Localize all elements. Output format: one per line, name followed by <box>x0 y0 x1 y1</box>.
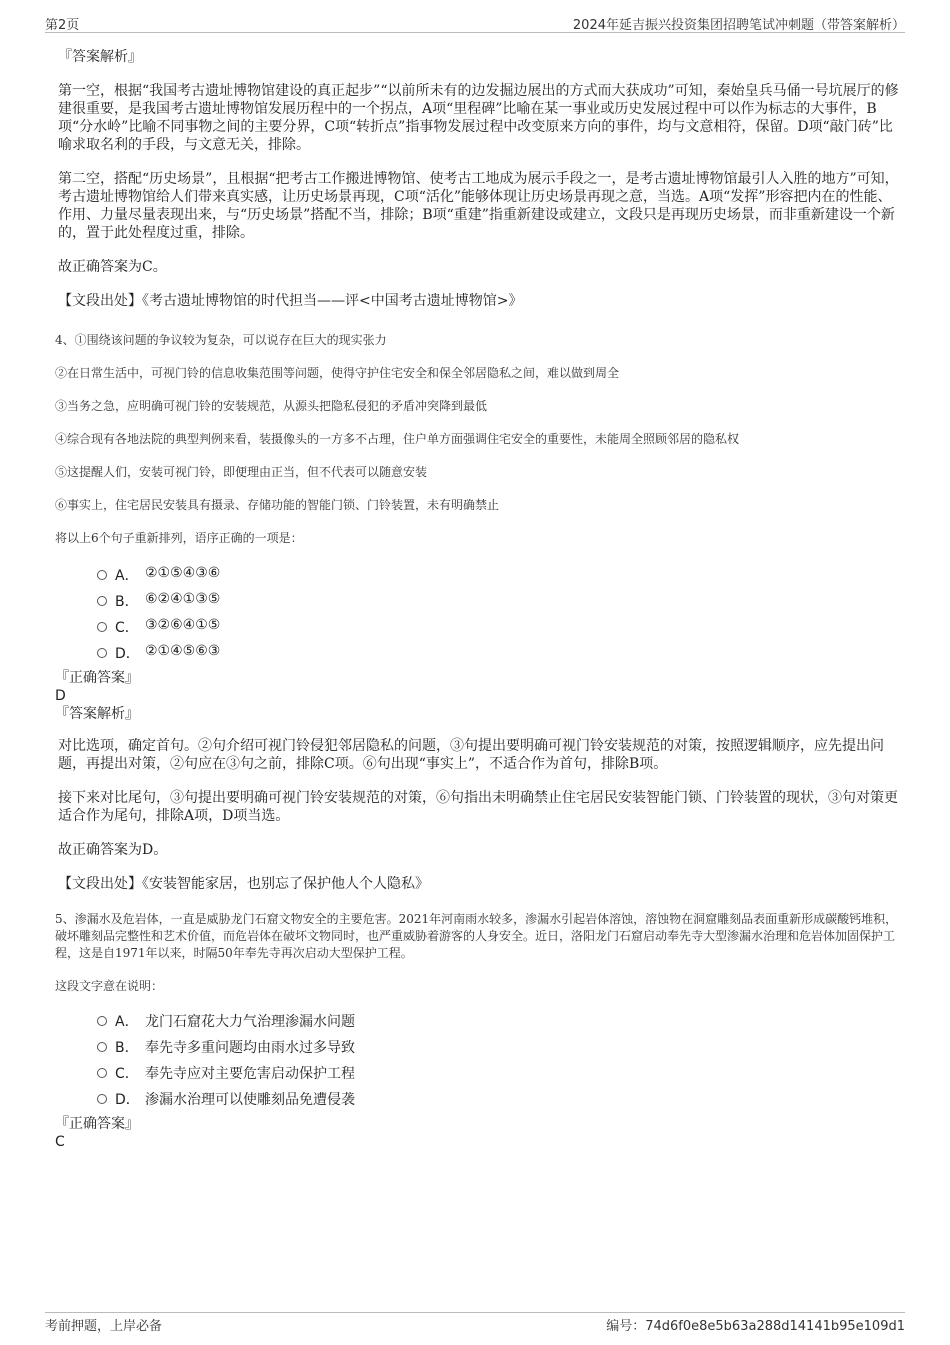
footer-slogan: 考前押题，上岸必备 <box>45 1319 163 1334</box>
correct-answer: C <box>55 1134 65 1150</box>
analysis-paragraph: 第二空，搭配“历史场景”，且根据“把考古工作搬进博物馆、使考古工地成为展示手段之一，是考古遗址博物馆最引人入胜的地方”可知，考古遗址博物馆给人们带来真实感，让历史场景再现，C项“活化”能够体现让历史场景再现之意，当选。A项“发挥”形容把内在的性能、作用、力量尽量表现出来，与“历史场景”搭配不当，排除；B项“重建”指重新建设或建立，文段只是再现历史场景，而非重新建设一个新的，置于此处程度过重，排除。 <box>58 171 899 241</box>
option-c[interactable]: C． 奉先寺应对主要危害启动保护工程 <box>55 1063 902 1089</box>
analysis-paragraph: 第一空，根据“我国考古遗址博物馆建设的真正起步”“以前所未有的边发掘边展出的方式而大获成功”可知，秦始皇兵马俑一号坑展厅的修建很重要，是我国考古遗址博物馆发展历程中的一个拐点，A项“里程碑”比喻在某一事业或历史发展过程中可以作为标志的大事件，B项“分水岭”比喻不同事物之间的主要分界，C项“转折点”指事物发展过程中改变原来方向的事件，均与文意相符，保留。D项“敲门砖”比喻求取名利的手段，与文意无关，排除。 <box>58 83 899 153</box>
question-prompt: 将以上6个句子重新排列，语序正确的一项是： <box>55 531 303 545</box>
page-header <box>45 14 905 33</box>
radio-icon[interactable] <box>97 570 107 580</box>
analysis-label: 『答案解析』 <box>58 49 142 65</box>
analysis-paragraph: 对比选项，确定首句。②句介绍可视门铃侵犯邻居隐私的问题，③句提出要明确可视门铃安装规范的对策，按照逻辑顺序，应先提出问题，再提出对策，②句应在③句之前，排除C项。⑥句出现“事实上”，不适合作为首句，排除B项。 <box>58 738 884 772</box>
page-content <box>55 48 902 1151</box>
question-prompt: 这段文字意在说明： <box>55 979 164 993</box>
document-serial: 编号：74d6f0e8e5b63a288d14141b95e109d1 <box>606 1319 905 1334</box>
question-sentence: ⑥事实上，住宅居民安装具有摄录、存储功能的智能门锁、门铃装置，未有明确禁止 <box>55 498 500 512</box>
analysis-label: 『答案解析』 <box>55 706 139 722</box>
radio-icon[interactable] <box>97 622 107 632</box>
option-d[interactable]: D． ②①④⑤⑥③ <box>55 643 902 669</box>
document-title: 2024年延吉振兴投资集团招聘笔试冲刺题（带答案解析） <box>572 18 905 33</box>
analysis-conclusion: 故正确答案为D。 <box>58 842 168 858</box>
radio-icon[interactable] <box>97 1068 107 1078</box>
correct-answer-label: 『正确答案』 <box>55 1116 139 1132</box>
option-a[interactable]: A． 龙门石窟花大力气治理渗漏水问题 <box>55 1011 902 1037</box>
option-b[interactable]: B． ⑥②④①③⑤ <box>55 591 902 617</box>
question-sentence: ⑤这提醒人们，安装可视门铃，即便理由正当，但不代表可以随意安装 <box>55 465 428 479</box>
correct-answer: D <box>55 688 66 704</box>
question-sentence: ③当务之急，应明确可视门铃的安装规范，从源头把隐私侵犯的矛盾冲突降到最低 <box>55 399 488 413</box>
page-footer <box>45 1312 905 1335</box>
source-citation: 【文段出处】《考古遗址博物馆的时代担当——评<中国考古遗址博物馆>》 <box>58 293 523 309</box>
radio-icon[interactable] <box>97 1016 107 1026</box>
analysis-paragraph: 接下来对比尾句，③句提出要明确可视门铃安装规范的对策，⑥句指出未明确禁止住宅居民安装智能门锁、门铃装置的现状，③句对策更适合作为尾句，排除A项，D项当选。 <box>58 790 898 824</box>
radio-icon[interactable] <box>97 1094 107 1104</box>
correct-answer-label: 『正确答案』 <box>55 670 139 686</box>
option-a[interactable]: A． ②①⑤④③⑥ <box>55 565 902 591</box>
question-sentence: ②在日常生活中，可视门铃的信息收集范围等问题，使得守护住宅安全和保全邻居隐私之间，难以做到周全 <box>55 366 620 380</box>
analysis-conclusion: 故正确答案为C。 <box>58 259 167 275</box>
option-c[interactable]: C． ③②⑥④①⑤ <box>55 617 902 643</box>
question-stem: 5、渗漏水及危岩体，一直是威胁龙门石窟文物安全的主要危害。2021年河南雨水较多，渗漏水引起岩体溶蚀，溶蚀物在洞窟雕刻品表面重新形成碳酸钙堆积，破坏雕刻品完整性和艺术价值，而危岩体在破坏文物同时，也严重威胁着游客的人身安全。近日，洛阳龙门石窟启动奉先寺大型渗漏水治理和危岩体加固保护工程，这是自1971年以来，时隔50年奉先寺再次启动大型保护工程。 <box>55 912 898 960</box>
question-sentence: 4、①围绕该问题的争议较为复杂，可以说存在巨大的现实张力 <box>55 333 387 347</box>
page-number: 第2页 <box>45 18 80 33</box>
option-b[interactable]: B． 奉先寺多重问题均由雨水过多导致 <box>55 1037 902 1063</box>
radio-icon[interactable] <box>97 596 107 606</box>
option-d[interactable]: D． 渗漏水治理可以使雕刻品免遭侵袭 <box>55 1089 902 1115</box>
radio-icon[interactable] <box>97 1042 107 1052</box>
source-citation: 【文段出处】《安装智能家居，也别忘了保护他人个人隐私》 <box>58 876 429 892</box>
question-sentence: ④综合现有各地法院的典型判例来看，装摄像头的一方多不占理，住户单方面强调住宅安全的重要性，未能周全照顾邻居的隐私权 <box>55 432 740 446</box>
radio-icon[interactable] <box>97 648 107 658</box>
